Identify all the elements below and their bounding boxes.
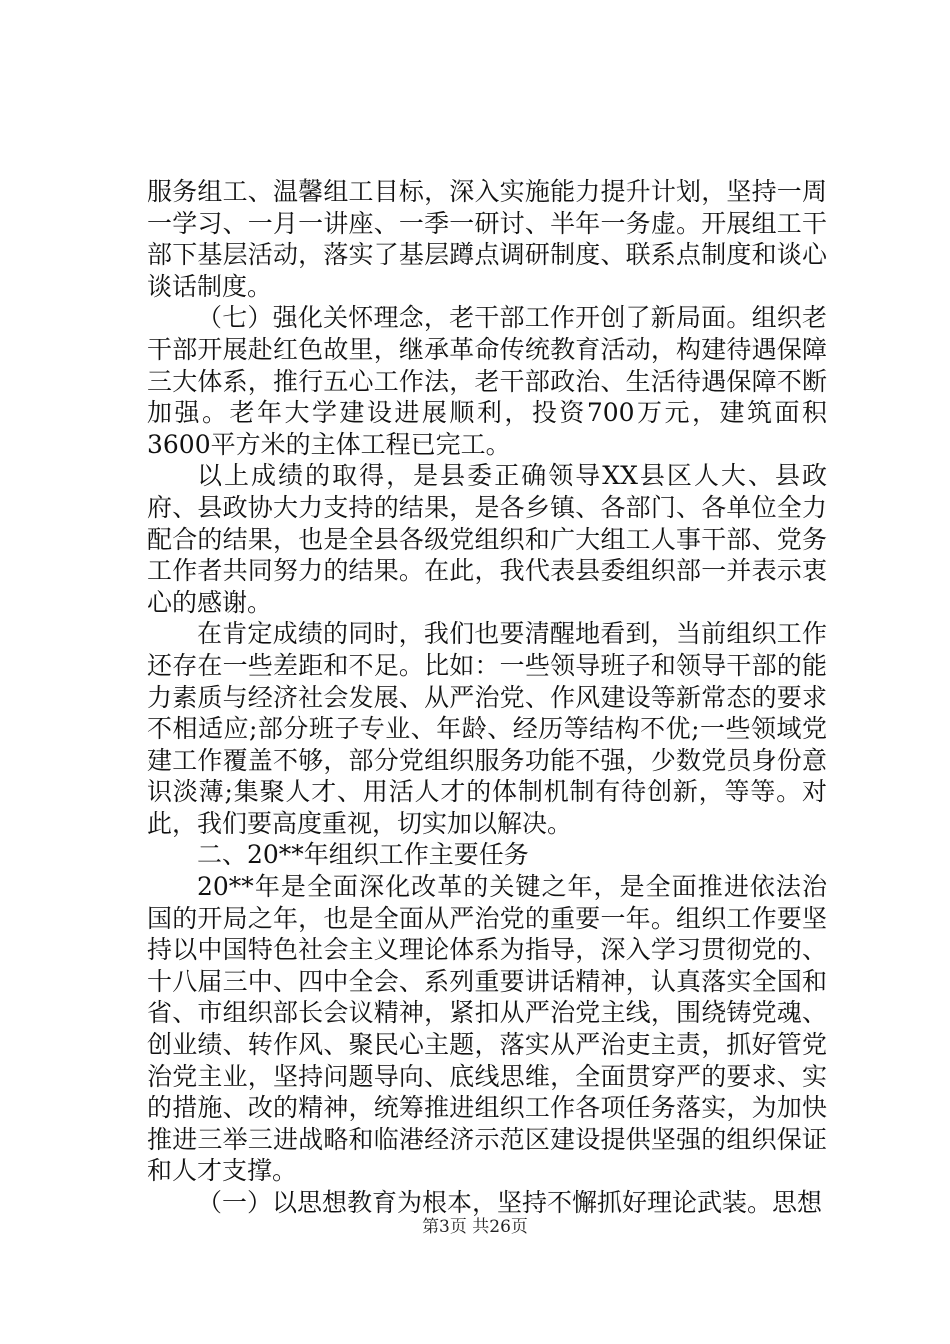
section-heading-main-tasks: 二、20**年组织工作主要任务 (197, 840, 529, 870)
paragraph-shortcomings: 在肯定成绩的同时，我们也要清醒地看到，当前组织工作还存在一些差距和不足。比如：一些领导班子和领导干部的能力素质与经济社会发展、从严治党、作风建设等新常态的要求不相适应;部分班子专业、年龄、经历等结构不优;一些领域党建工作覆盖不够，部分党组织服务功能不强，少数党员身份意识淡薄;集聚人才、用活人才的体制机制有待创新，等等。对此，我们要高度重视，切实加以解决。 (147, 619, 827, 838)
paragraph-main-tasks-intro: 20**年是全面深化改革的关键之年，是全面推进依法治国的开局之年，也是全面从严治党的重要一年。组织工作要坚持以中国特色社会主义理论体系为指导，深入学习贯彻党的、十八届三中、四中全会、系列重要讲话精神，认真落实全国和省、市组织部长会议精神，紧扣从严治党主线，围绕铸党魂、创业绩、转作风、聚民心主题，落实从严治吏主责，抓好管党治党主业，坚持问题导向、底线思维，全面贯穿严的要求、实的措施、改的精神，统筹推进组织工作各项任务落实，为加快推进三举三进战略和临港经济示范区建设提供坚强的组织保证和人才支撑。 (147, 872, 827, 1186)
paragraph-continuation: 服务组工、温馨组工目标，深入实施能力提升计划，坚持一周一学习、一月一讲座、一季一研讨、半年一务虚。开展组工干部下基层活动，落实了基层蹲点调研制度、联系点制度和谈心谈话制度。 (147, 177, 827, 301)
paragraph-achievements-thanks: 以上成绩的取得，是县委正确领导XX县区人大、县政府、县政协大力支持的结果，是各乡镇、各部门、各单位全力配合的结果，也是全县各级党组织和广大组工人事干部、党务工作者共同努力的结果。在此，我代表县委组织部一并表示衷心的感谢。 (147, 461, 827, 617)
paragraph-section-seven: （七）强化关怀理念，老干部工作开创了新局面。组织老干部开展赴红色故里，继承革命传统教育活动，构建待遇保障三大体系，推行五心工作法，老干部政治、生活待遇保障不断加强。老年大学建设进展顺利，投资700万元，建筑面积3600平方米的主体工程已完工。 (147, 303, 827, 459)
document-body (147, 176, 827, 1219)
paragraph-subsection-one: （一）以思想教育为根本，坚持不懈抓好理论武装。思想 (197, 1188, 823, 1217)
page-number-footer: 第3页 共26页 (422, 1217, 528, 1237)
